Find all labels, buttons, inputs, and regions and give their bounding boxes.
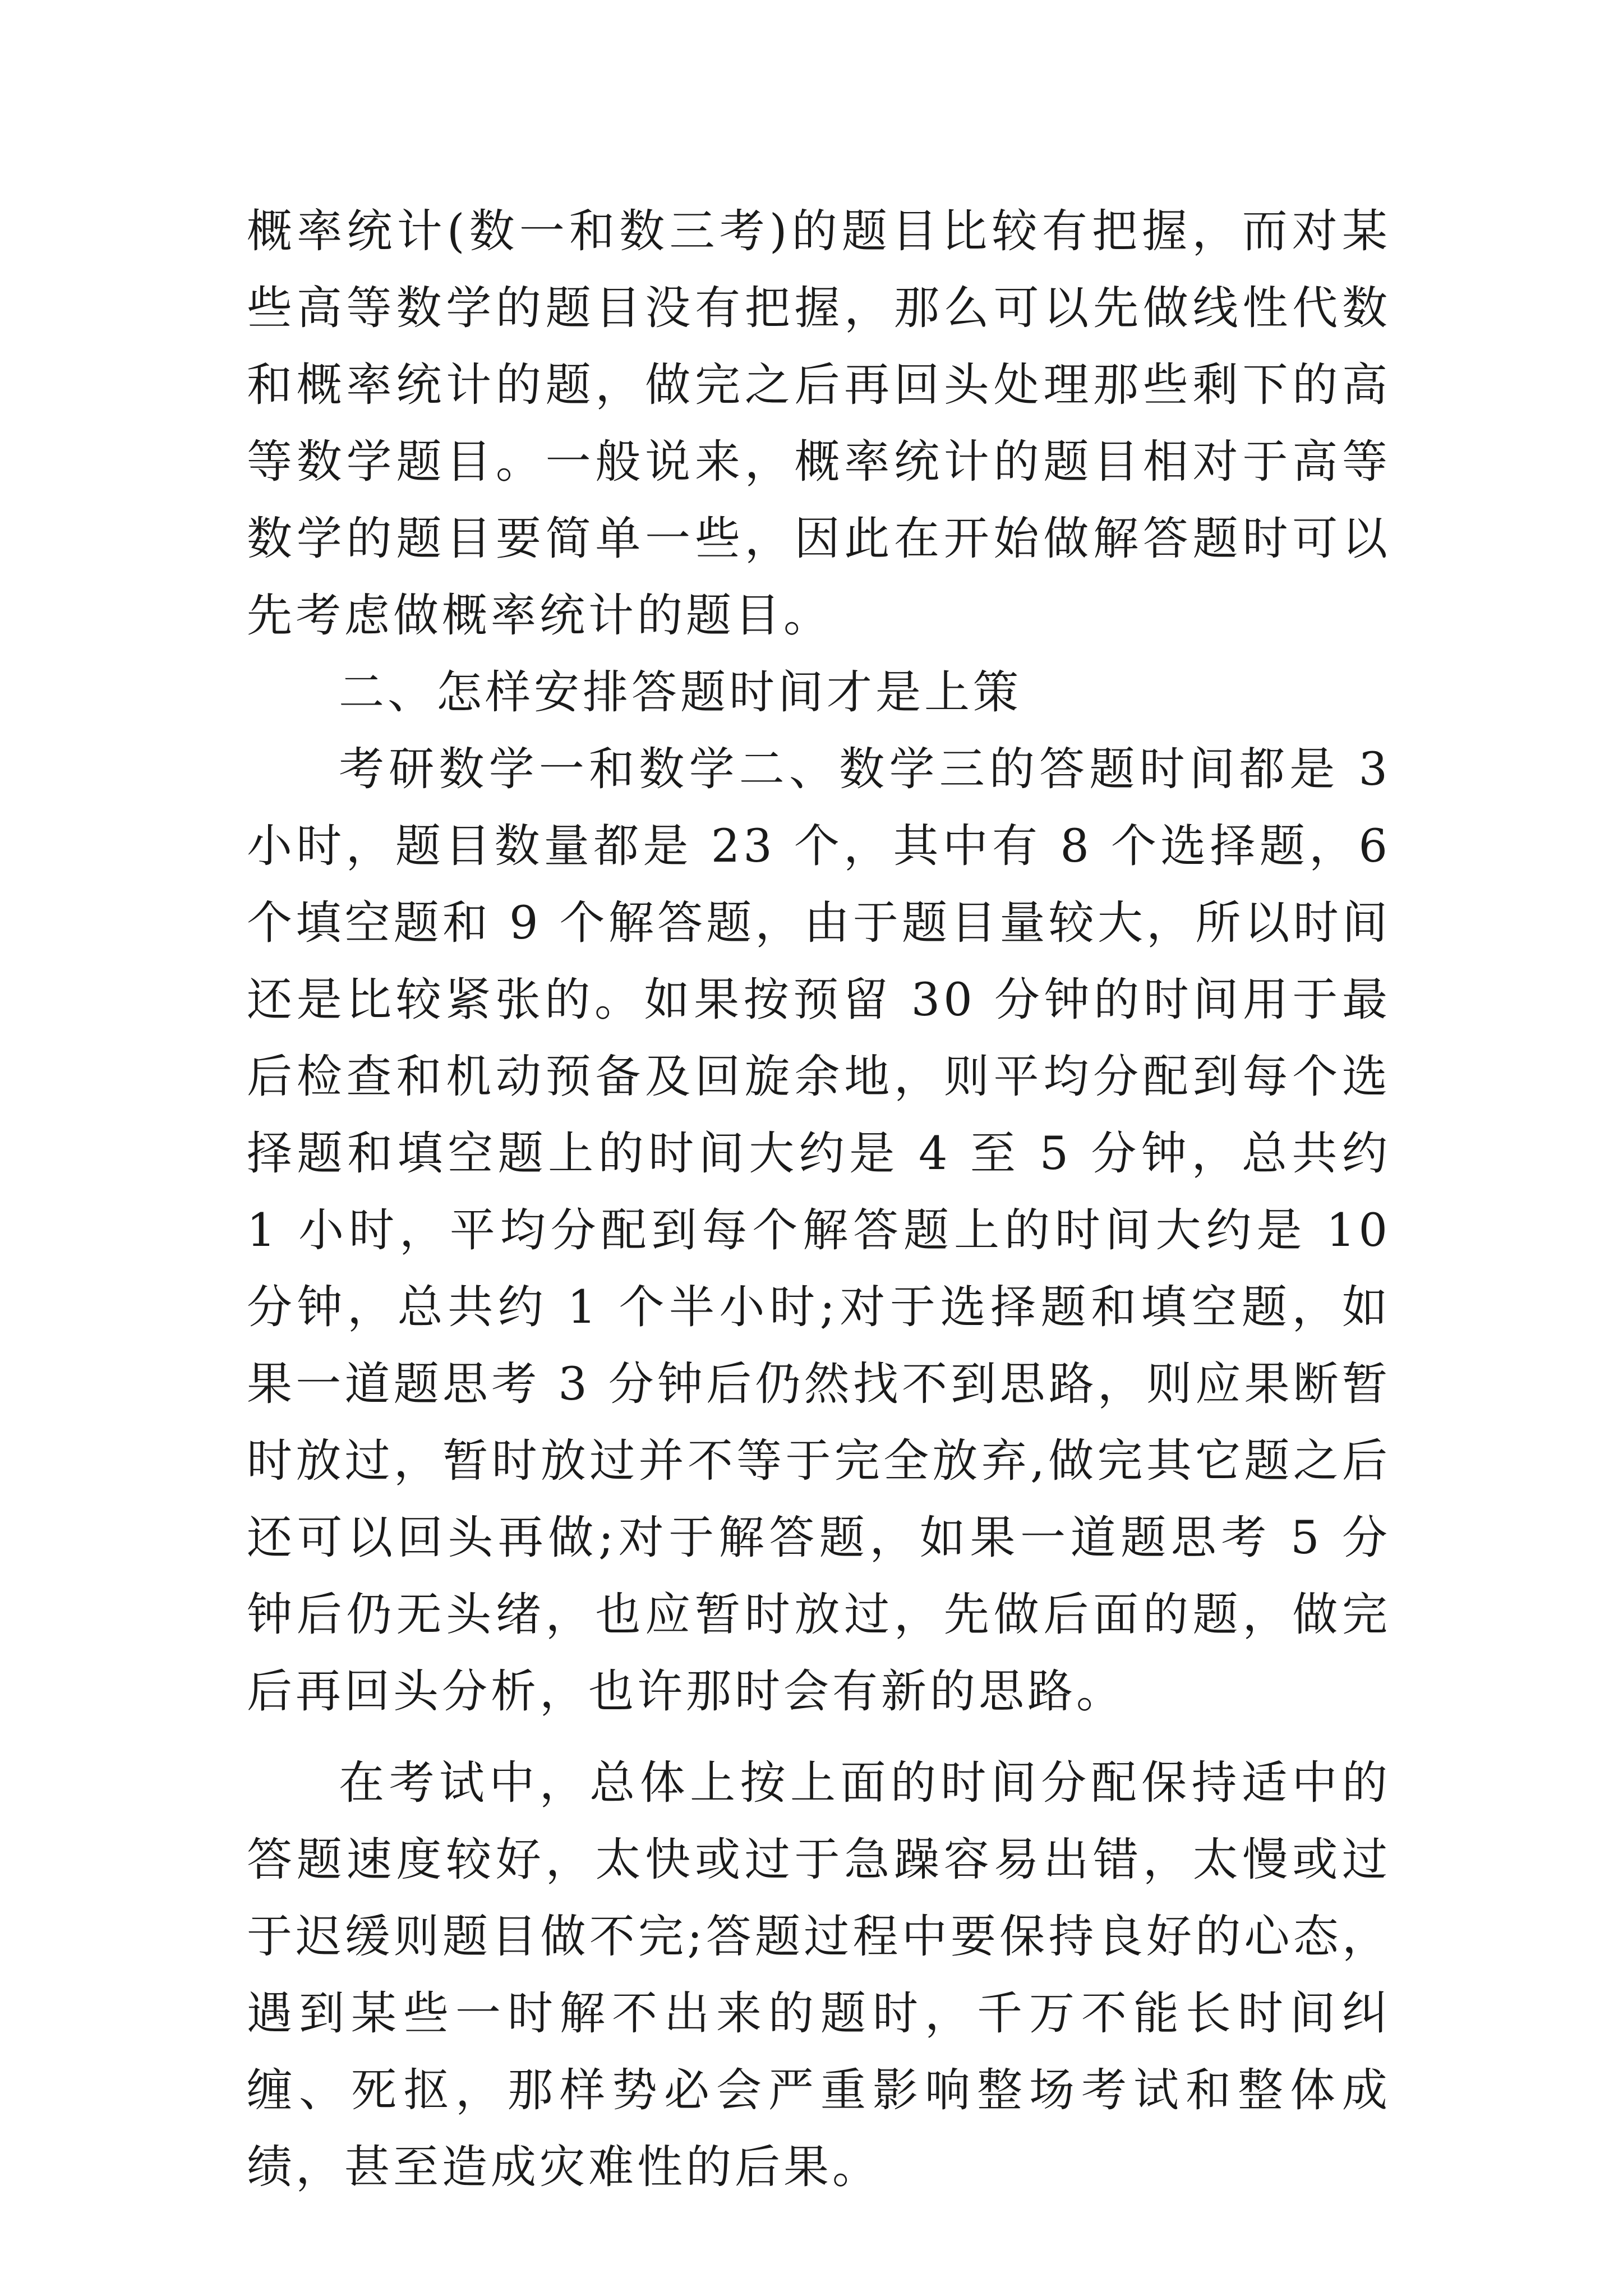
section-heading: 二、怎样安排答题时间才是上策: [339, 666, 1022, 719]
paragraph-time-allocation: 考研数学一和数学二、数学三的答题时间都是 3 小时，题目数量都是 23 个，其中有 8 个选择题，6 个填空题和 9 个解答题，由于题目量较大，所以时间还是比较紧张的。如果按预留 30 分钟的时间用于最后检查和机动预备及回旋余地，则平均分配到每个选择题和填空题上的时间大约是 4 至 5 分钟，总共约 1 小时，平均分配到每个解答题上的时间大约是 10 分钟，总共约 1 个半小时;对于选择题和填空题，如果一道题思考 3 分钟后仍然找不到思路，则应果断暂时放过，暂时放过并不等于完全放弃,做完其它题之后还可以回头再做;对于解答题，如果一道题思考 5 分钟后仍无头绪，也应暂时放过，先做后面的题，做完后再回头分析，也许那时会有新的思路。: [247, 743, 1391, 1718]
paragraph-continued: 概率统计(数一和数三考)的题目比较有把握，而对某些高等数学的题目没有把握，那么可以先做线性代数和概率统计的题，做完之后再回头处理那些剩下的高等数学题目。一般说来，概率统计的题目相对于高等数学的题目要简单一些，因此在开始做解答题时可以先考虑做概率统计的题目。: [247, 205, 1391, 642]
paragraph-exam-attitude: 在考试中，总体上按上面的时间分配保持适中的答题速度较好，太快或过于急躁容易出错，太慢或过于迟缓则题目做不完;答题过程中要保持良好的心态，遇到某些一时解不出来的题时，千万不能长时间纠缠、死抠，那样势必会严重影响整场考试和整体成绩，甚至造成灾难性的后果。: [247, 1757, 1391, 2194]
document-body: [247, 194, 1391, 2206]
